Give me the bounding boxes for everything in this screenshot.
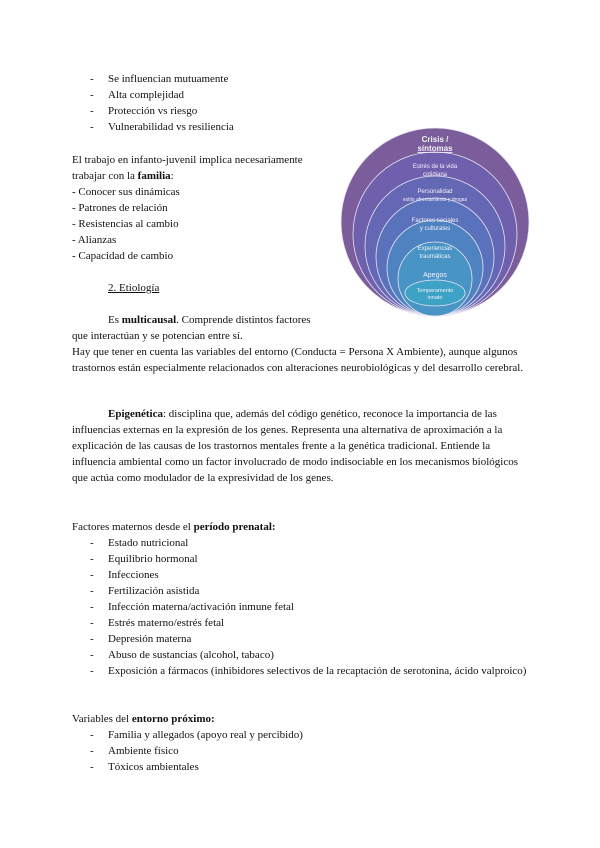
list-item: - Abuso de sustancias (alcohol, tabaco) [72,647,532,663]
diagram-label: estilo afrontamiento y drogas [402,197,468,203]
diagram-label: y culturales [419,226,451,232]
list-item: - Alta complejidad [72,87,532,103]
diagram-label: cotidiana [422,172,448,178]
list-item: - Estado nutricional [72,535,532,551]
entorno-list [72,727,532,775]
list-item: - Infecciones [72,567,532,583]
list-item: - Alianzas [72,234,117,246]
list-item: - Resistencias al cambio [72,218,179,230]
familia-intro: El trabajo en infanto-juvenil implica necesariamente trabajar con la familia: [72,154,303,182]
multicausal-line2: que interactúan y se potencian entre sí. [72,330,243,342]
prenatal-bold: período prenatal: [193,521,276,533]
diagram-label: Personalidad [417,189,453,195]
entorno-bold: entorno próximo: [131,713,215,725]
entorno-intro: Variables del entorno próximo: [72,713,215,725]
prenatal-list [72,535,532,679]
list-item: - Estrés materno/estrés fetal [72,615,532,631]
epigenetica-paragraph: Epigenética: disciplina que, además del código genético, reconoce la importancia de las influencias externas en la expresión de los genes. Representa una alternativa de aproximación a la explicación de las causas de los trastornos mentales frente a la genética tradicional. Entiende la influencia ambiental como un factor involucrado de modo indisociable en los mecanismos biológicos que actúa como modulador de la expresividad de los genes. [72,408,518,484]
diagram-label: Apegos [423,272,447,279]
list-item: - Infección materna/activación inmune fetal [72,599,532,615]
entorno-variables-paragraph: Hay que tener en cuenta las variables del entorno (Conducta = Persona X Ambiente), aunque algunos trastornos están especialmente relacionados con alteraciones neurobiológicas y del desarrollo cerebral. [72,346,524,374]
prenatal-intro: Factores maternos desde el período prenatal: [72,521,276,533]
multicausal-bold: multicausal [121,314,177,326]
diagram-label: Factores sociales [411,218,459,224]
diagram-label: Estrés de la vida [412,164,458,170]
diagram-label: Temperamento [416,288,454,294]
list-item: - Protección vs riesgo [72,103,532,119]
list-item: - Se influencian mutuamente [72,71,532,87]
section-heading: 2. Etiología [108,282,160,294]
list-item: - Familia y allegados (apoyo real y percibido) [72,727,532,743]
list-item: - Ambiente físico [72,743,532,759]
prenatal-section [72,519,532,679]
list-item: - Depresión materna [72,631,532,647]
list-item: - Capacidad de cambio [72,250,174,262]
list-item: - Tóxicos ambientales [72,759,532,775]
list-item: - Fertilización asistida [72,583,532,599]
diagram-label: Crisis / [421,135,449,144]
list-item: - Equilibrio hormonal [72,551,532,567]
familia-bold: familia [137,170,171,182]
diagram-label: innato [427,295,443,301]
list-item: - Vulnerabilidad vs resiliencia [72,119,532,135]
epigenetica-bold: Epigenética [108,408,163,420]
entorno-section [72,711,532,775]
diagram-label: síntomas [417,144,453,153]
familia-section [72,152,332,264]
list-item: - Patrones de relación [72,202,168,214]
multicausal-paragraph: Es multicausal. Comprende distintos factores que interactúan y se potencian entre sí. [72,312,334,344]
list-item: - Conocer sus dinámicas [72,186,180,198]
diagram-label: traumáticas [419,254,451,260]
diagram-label: Experiencias [417,246,453,252]
list-item: - Exposición a fármacos (inhibidores selectivos de la recaptación de serotonina, ácido valproico) [72,663,528,679]
